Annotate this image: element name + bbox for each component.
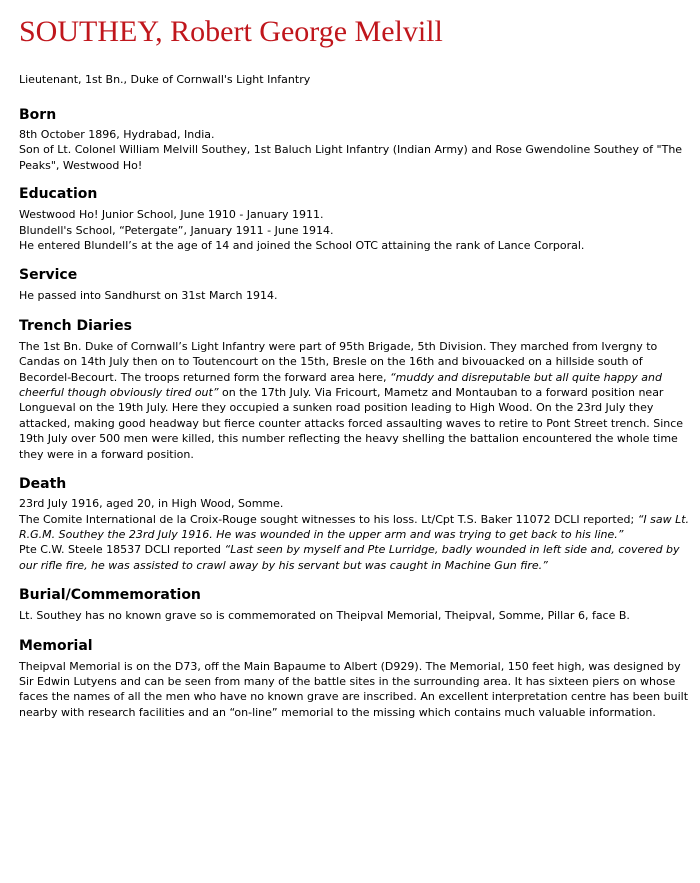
rank-subtitle: Lieutenant, 1st Bn., Duke of Cornwall's Light Infantry bbox=[19, 73, 311, 86]
section-education bbox=[19, 186, 693, 253]
death-line3-text: Pte C.W. Steele 18537 DCLI reported bbox=[19, 543, 225, 557]
death-line2-text: The Comite International de la Croix-Rouge sought witnesses to his loss. Lt/Cpt T.S. Baker 11072 DCLI reported; bbox=[19, 512, 638, 526]
trench-diaries-text1: The 1st Bn. Duke of Cornwall’s Light Infantry were part of 95th Brigade, 5th Division. They marched from Ivergny to Candas on 14th July then on to Toutencourt on the 15th, Bresle on the 16th and bivouacked on a hillside south of Becordel-Becourt. The troops returned form the forward area here, bbox=[19, 339, 658, 384]
heading-trench-diaries: Trench Diaries bbox=[19, 317, 132, 334]
death-line1: 23rd July 1916, aged 20, in High Wood, Somme. bbox=[19, 497, 284, 511]
born-line1: 8th October 1896, Hydrabad, India. bbox=[19, 128, 215, 141]
burial-line1: Lt. Southey has no known grave so is commemorated on Theipval Memorial, Theipval, Somme, Pillar 6, face B. bbox=[19, 609, 630, 623]
burial-body bbox=[19, 608, 693, 623]
education-body bbox=[19, 207, 693, 253]
death-line2 bbox=[19, 512, 693, 543]
trench-diaries-paragraph bbox=[19, 339, 693, 462]
page-title: SOUTHEY, Robert George Melvill bbox=[19, 15, 443, 48]
trench-diaries-quote: “muddy and disreputable but all quite happy and cheerful though obviously tired out” bbox=[19, 370, 662, 400]
memorial-line1: Theipval Memorial is on the D73, off the Main Bapaume to Albert (D929). The Memorial, 150 feet high, was designed by Sir Edwin Lutyens and can be seen from many of the battle sites in the surrounding area. It has sixteen piers on whose faces the names of all the men who have no known grave are inscribed. An excellent interpretation centre has been built nearby with research facilities and an “on-line” memorial to the missing which contains much valuable information. bbox=[19, 659, 689, 719]
heading-memorial: Memorial bbox=[19, 637, 93, 654]
education-line3: He entered Blundell’s at the age of 14 and joined the School OTC attaining the rank of Lance Corporal. bbox=[19, 239, 585, 253]
death-line3-quote: “Last seen by myself and Pte Lurridge, badly wounded in left side and, covered by our rifle fire, he was assisted to crawl away by his servant but was caught in Machine Gun fire.” bbox=[19, 543, 680, 572]
section-born bbox=[19, 107, 693, 173]
heading-service: Service bbox=[19, 267, 78, 284]
service-body bbox=[19, 288, 693, 303]
heading-education: Education bbox=[19, 186, 98, 203]
born-body bbox=[19, 127, 693, 173]
memorial-body bbox=[19, 659, 693, 721]
death-line3 bbox=[19, 542, 693, 573]
section-service bbox=[19, 267, 693, 303]
born-line2: Son of Lt. Colonel William Melvill Southey, 1st Baluch Light Infantry (Indian Army) and Rose Gwendoline Southey of "The Peaks", Westwood Ho! bbox=[19, 143, 683, 172]
trench-diaries-body bbox=[19, 339, 693, 462]
heading-burial: Burial/Commemoration bbox=[19, 587, 201, 604]
service-line1: He passed into Sandhurst on 31st March 1914. bbox=[19, 289, 278, 303]
death-body bbox=[19, 496, 693, 573]
education-line2: Blundell's School, “Petergate”, January 1911 - June 1914. bbox=[19, 223, 334, 237]
trench-diaries-text2: on the 17th July. Via Fricourt, Mametz and Montauban to a forward position near Longueval on the 19th July. Here they occupied a sunken road position leading to High Wood. On the 23rd July they attacked, making good headway but fierce counter attacks forced assaulting waves to retire to Pont Street trench. Since 19th July over 500 men were killed, this number reflecting the heavy shelling the battalion encountered the whole time they were in a forward position. bbox=[19, 386, 684, 461]
heading-death: Death bbox=[19, 476, 67, 493]
section-trench-diaries bbox=[19, 318, 693, 462]
document-page bbox=[19, 14, 693, 720]
section-memorial bbox=[19, 638, 693, 721]
section-burial bbox=[19, 587, 693, 623]
death-line2-quote: “I saw Lt. R.G.M. Southey the 23rd July 1916. He was wounded in the upper arm and was trying to get back to his line.” bbox=[19, 512, 690, 541]
section-death bbox=[19, 476, 693, 573]
heading-born: Born bbox=[19, 107, 57, 123]
education-line1: Westwood Ho! Junior School, June 1910 - January 1911. bbox=[19, 208, 324, 222]
